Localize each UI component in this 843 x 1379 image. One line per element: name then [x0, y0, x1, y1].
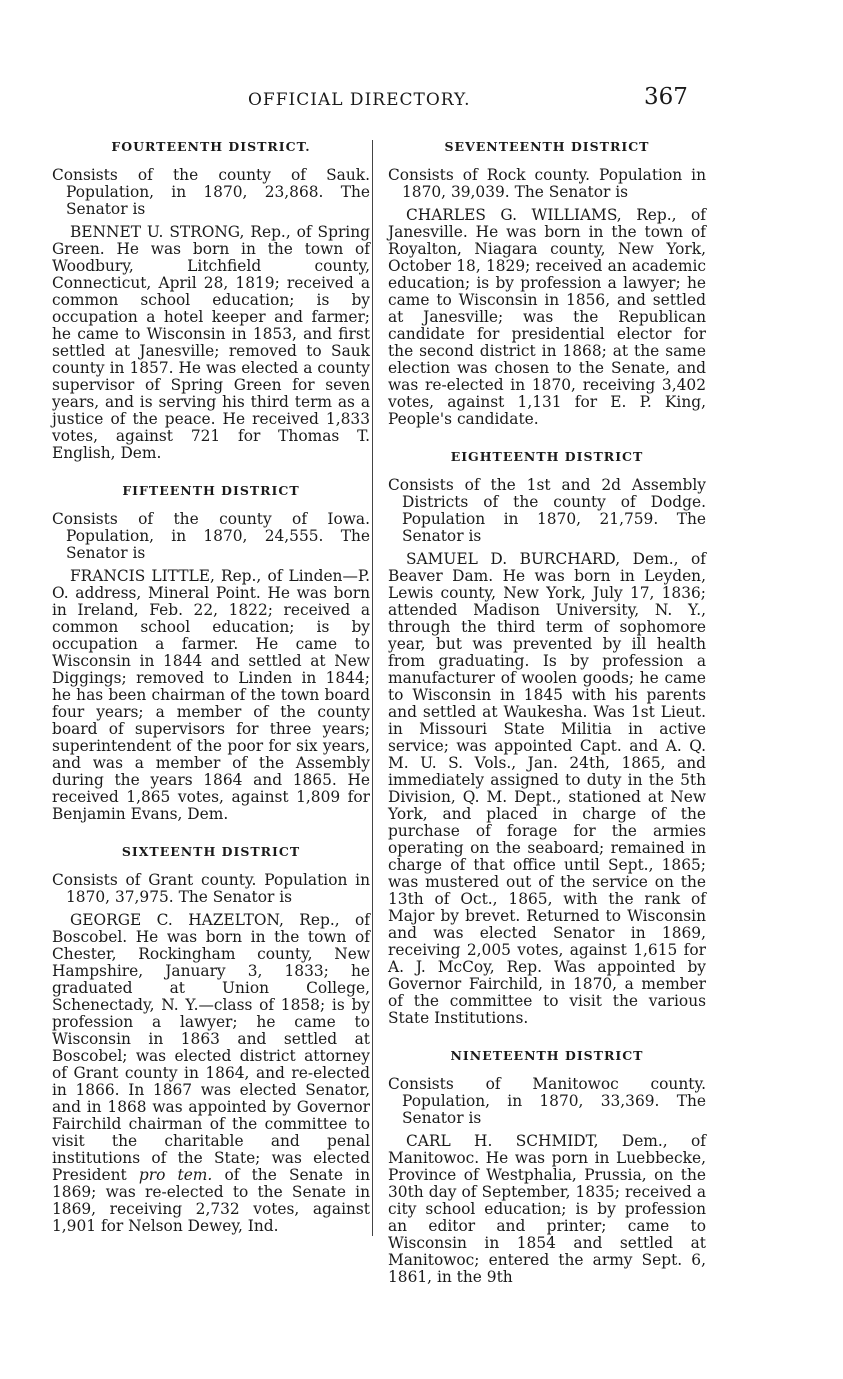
senator-biography: SAMUEL D. BURCHARD, Dem., of Beaver Dam. He was born in Leyden, Lewis county, New York, July 17, 1836; attended Madison University, N. Y., through the third term of sophomore year, but was prevented by ill health from graduating. Is by profession a manufacturer of woolen goods; he came to Wisconsin in 1845 with his parents and settled at Waukesha. Was 1st Lieut. in Missouri State Militia in active service; was appointed Capt. and A. Q. M. U. S. Vols., Jan. 24th, 1865, and immediately assigned to duty in the 5th Division, Q. M. Dept., stationed at New York, and placed in charge of the purchase of forage for the armies operating on the seaboard; remained in charge of that office until Sept., 1865; was mustered out of the service on the 13th of Oct., 1865, with the rank of Major by brevet. Returned to Wisconsin and was elected Senator in 1869, receiving 2,005 votes, against 1,615 for A. J. McCoy, Rep. Was appointed by Governor Fairchild, in 1870, a member of the committee to visit the various State Institutions. — [388, 550, 706, 1027]
left-column — [52, 138, 370, 1255]
senator-biography — [52, 912, 370, 1235]
district-heading: SEVENTEENTH DISTRICT — [444, 139, 650, 154]
district-heading: EIGHTEENTH DISTRICT — [450, 449, 644, 464]
district-seventeenth — [388, 138, 706, 428]
district-sixteenth — [52, 843, 370, 1235]
district-summary: Consists of Grant county. Population in 1870, 37,975. The Senator is — [52, 871, 370, 906]
district-heading: SIXTEENTH DISTRICT — [121, 844, 301, 859]
page-header — [0, 84, 843, 116]
district-eighteenth — [388, 448, 706, 1027]
district-heading: NINETEENTH DISTRICT — [450, 1048, 644, 1063]
district-nineteenth — [388, 1047, 706, 1286]
senator-biography: CHARLES G. WILLIAMS, Rep., of Janesville. He was born in the town of Royalton, Niagara county, New York, October 18, 1829; received an academic education; is by profession a lawyer; he came to Wisconsin in 1856, and settled at Janesville; was the Republican candidate for presidential elector for the second district in 1868; at the same election was chosen to the Senate, and was re-elected in 1870, receiving 3,402 votes, against 1,131 for E. P. King, People's candidate. — [388, 206, 706, 428]
senator-biography: BENNET U. STRONG, Rep., of Spring Green. He was born in the town of Woodbury, Litchfield county, Connecticut, April 28, 1819; received a common school education; is by occupation a hotel keeper and farmer; he came to Wisconsin in 1853, and first settled at Janesville; removed to Sauk county in 1857. He was elected a county supervisor of Spring Green for seven years, and is serving his third term as a justice of the peace. He received 1,833 votes, against 721 for Thomas T. English, Dem. — [52, 223, 370, 462]
right-column — [388, 138, 706, 1306]
district-heading: FIFTEENTH DISTRICT — [122, 483, 300, 498]
biography-italic-text: pro tem. — [138, 1166, 213, 1184]
district-fourteenth — [52, 138, 370, 462]
biography-text: of the Senate in 1869; was re-elected to the Senate in 1869, receiving 2,732 votes, against 1,901 for Nelson Dewey, Ind. — [52, 1166, 370, 1235]
district-heading: FOURTEENTH DISTRICT. — [111, 139, 311, 154]
senator-biography: CARL H. SCHMIDT, Dem., of Manitowoc. He was porn in Luebbecke, Province of Westphalia, Prussia, on the 30th day of September, 1835; received a city school education; is by profession an editor and printer; came to Wisconsin in 1854 and settled at Manitowoc; entered the army Sept. 6, 1861, in the 9th — [388, 1132, 706, 1286]
district-summary: Consists of Manitowoc county. Population, in 1870, 33,369. The Senator is — [388, 1075, 706, 1127]
district-summary: Consists of the county of Sauk. Population, in 1870, 23,868. The Senator is — [52, 166, 370, 218]
district-summary: Consists of the 1st and 2d Assembly Districts of the county of Dodge. Population in 1870, 21,759. The Senator is — [388, 476, 706, 545]
biography-text: GEORGE C. HAZELTON, Rep., of Boscobel. He was born in the town of Chester, Rockingham county, New Hampshire, January 3, 1833; he graduated at Union College, Schenectady, N. Y.—class of 1858; is by profession a lawyer; he came to Wisconsin in 1863 and settled at Boscobel; was elected district attorney of Grant county in 1864, and re-elected in 1866. In 1867 was elected Senator, and in 1868 was appointed by Governor Fairchild chairman of the committee to visit the charitable and penal institutions of the State; was elected President — [52, 911, 370, 1184]
district-summary: Consists of Rock county. Population in 1870, 39,039. The Senator is — [388, 166, 706, 201]
senator-biography: FRANCIS LITTLE, Rep., of Linden—P. O. address, Mineral Point. He was born in Ireland, Feb. 22, 1822; received a common school education; is by occupation a farmer. He came to Wisconsin in 1844 and settled at New Diggings; removed to Linden in 1844; he has been chairman of the town board four years; a member of the county board of supervisors for three years; superintendent of the poor for six years, and was a member of the Assembly during the years 1864 and 1865. He received 1,865 votes, against 1,809 for Benjamin Evans, Dem. — [52, 567, 370, 823]
page-number: 367 — [644, 84, 688, 110]
district-summary: Consists of the county of Iowa. Population, in 1870, 24,555. The Senator is — [52, 510, 370, 562]
district-fifteenth — [52, 482, 370, 823]
column-divider — [372, 140, 373, 1236]
running-title: OFFICIAL DIRECTORY. — [248, 90, 471, 110]
